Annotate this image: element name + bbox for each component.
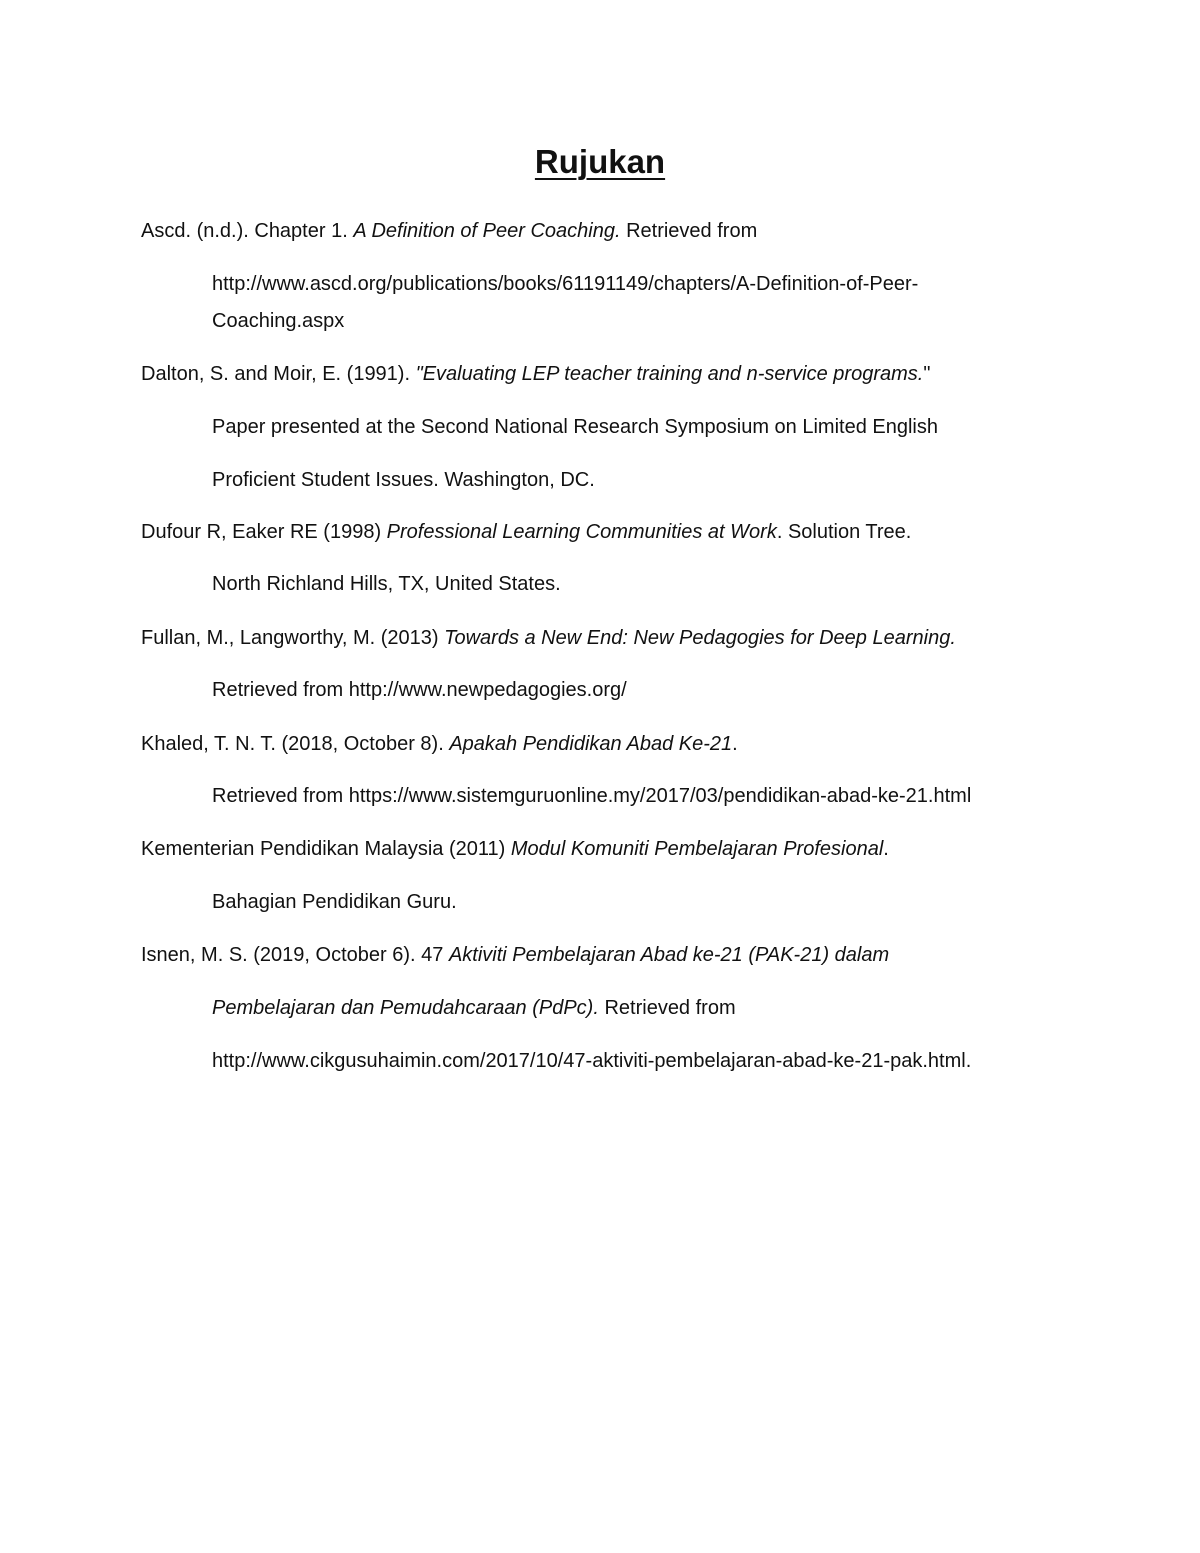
reference-7-line-2: Pembelajaran dan Pemudahcaraan (PdPc). Retrieved from [212,997,736,1019]
reference-2-line-3: Proficient Student Issues. Washington, DC. [212,469,595,491]
reference-7-line-3: http://www.cikgusuhaimin.com/2017/10/47-aktiviti-pembelajaran-abad-ke-21-pak.html. [212,1050,972,1072]
reference-2-line-2: Paper presented at the Second National Research Symposium on Limited English [212,416,938,438]
reference-1-line-2: http://www.ascd.org/publications/books/61191149/chapters/A-Definition-of-Peer- [212,273,919,295]
reference-4-line-1: Fullan, M., Langworthy, M. (2013) Towards a New End: New Pedagogies for Deep Learning. [141,627,956,649]
reference-5-line-1: Khaled, T. N. T. (2018, October 8). Apakah Pendidikan Abad Ke-21. [141,733,738,755]
reference-3-line-2: North Richland Hills, TX, United States. [212,573,561,595]
reference-3-line-1: Dufour R, Eaker RE (1998) Professional Learning Communities at Work. Solution Tree. [141,521,912,543]
reference-1-line-1: Ascd. (n.d.). Chapter 1. A Definition of Peer Coaching. Retrieved from [141,220,758,242]
reference-7-line-1: Isnen, M. S. (2019, October 6). 47 Aktiviti Pembelajaran Abad ke-21 (PAK-21) dalam [141,944,890,966]
reference-1-line-3: Coaching.aspx [212,310,345,332]
reference-6-line-2: Bahagian Pendidikan Guru. [212,891,457,913]
reference-2-line-1: Dalton, S. and Moir, E. (1991). "Evaluating LEP teacher training and n-service programs." [141,363,931,385]
page-title: Rujukan [534,143,666,180]
reference-4-line-2: Retrieved from http://www.newpedagogies.org/ [212,679,627,701]
reference-6-line-1: Kementerian Pendidikan Malaysia (2011) Modul Komuniti Pembelajaran Profesional. [141,838,889,860]
reference-5-line-2: Retrieved from https://www.sistemguruonline.my/2017/03/pendidikan-abad-ke-21.html [212,785,972,807]
